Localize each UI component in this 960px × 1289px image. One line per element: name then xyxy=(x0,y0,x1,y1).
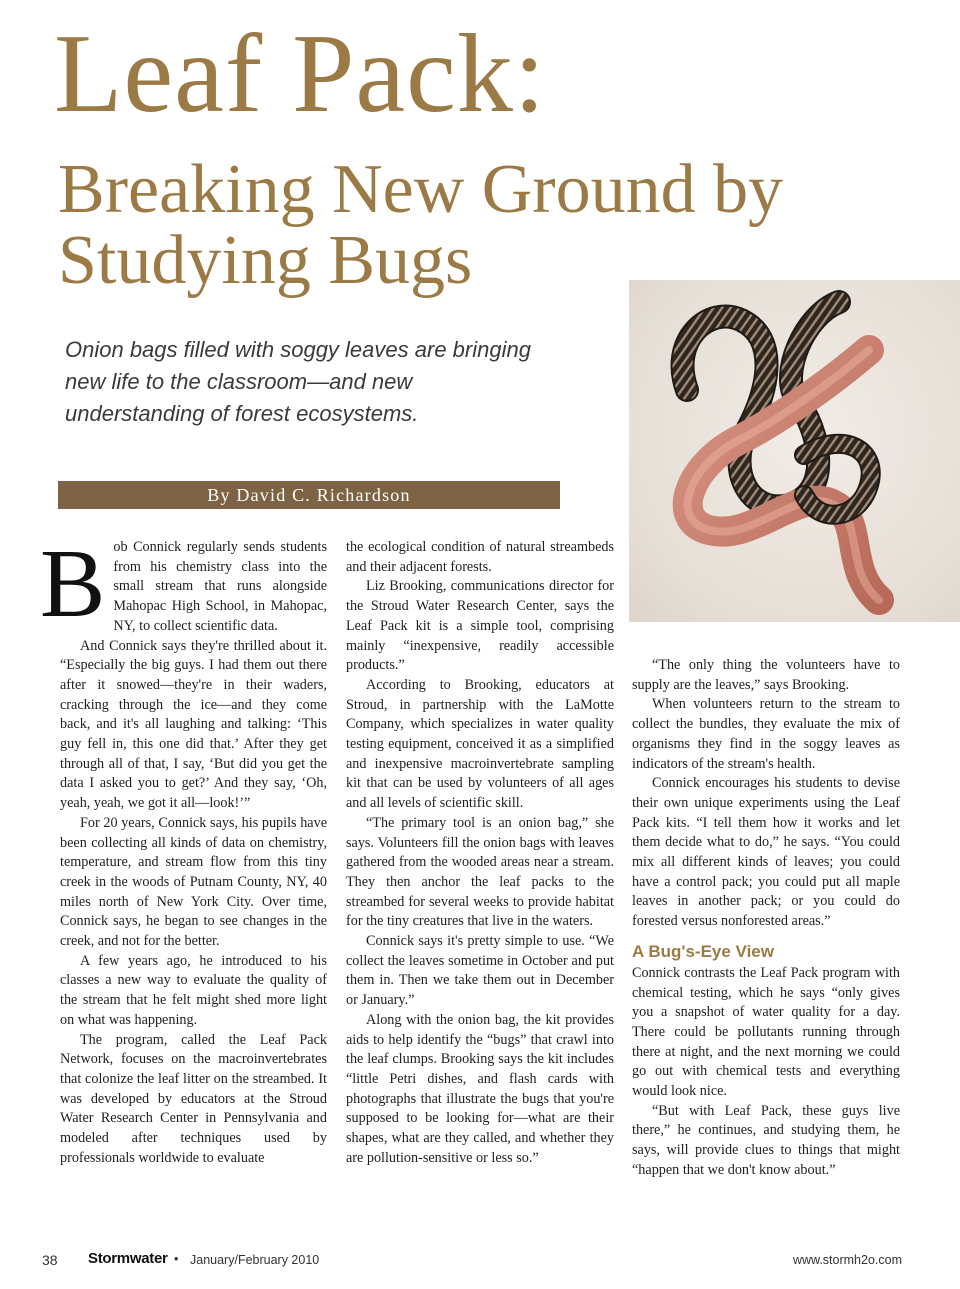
paragraph: Liz Brooking, communications director for the Stroud Water Research Center, says the Leaf Pack kit is a simple tool, comprising mainly “inexpensive, readily accessible products.” xyxy=(346,578,614,674)
paragraph: The program, called the Leaf Pack Network, focuses on the macroinvertebrates that colonize the leaf litter on the streambed. It was developed by educators at the Stroud Water Research Center in Pennsylvania and modeled after techniques used by professionals worldwide to evaluate xyxy=(60,1031,327,1166)
worms-photo xyxy=(629,280,960,622)
paragraph: A few years ago, he introduced to his classes a new way to evaluate the quality of the stream that he felt might shed more light on what was happening. xyxy=(60,952,327,1028)
page-number: 38 xyxy=(42,1252,58,1268)
byline: By David C. Richardson xyxy=(58,481,560,509)
website-url: www.stormh2o.com xyxy=(792,1253,902,1267)
page-footer xyxy=(42,1252,902,1272)
paragraph: “The primary tool is an onion bag,” she says. Volunteers fill the onion bags with leaves gathered from the wooded areas near a stream. They then anchor the leaf packs to the streambed for several weeks to provide habitat for the tiny creatures that live in the waters. xyxy=(346,814,614,930)
magazine-name: Stormwater xyxy=(88,1250,168,1267)
drop-cap: B xyxy=(40,530,106,638)
paragraph: Connick says it's pretty simple to use. “We collect the leaves sometime in October and put them in. Then we take them out in December or January.” xyxy=(346,933,614,1009)
paragraph: When volunteers return to the stream to collect the bundles, they evaluate the mix of organisms they find in the soggy leaves as indicators of the stream's health. xyxy=(632,696,900,772)
paragraph: And Connick says they're thrilled about it. “Especially the big guys. I had them out there after it snowed—they're in their waders, cracking through the ice—and they come back, and it's all laughing and talking: ‘This guy fell in, this one did that.’ After they get through all of that, I say, ‘But did you get the data I asked you to get?’ And they say, ‘Oh, yeah, yeah, we got it all—look!’” xyxy=(60,637,327,812)
separator-dot: • xyxy=(174,1252,179,1266)
deck: Onion bags filled with soggy leaves are bringing new life to the classroom—and new understanding of forest ecosystems. xyxy=(65,337,531,426)
paragraph: Connick encourages his students to devise their own unique experiments using the Leaf Pack kits. “I tell them how it works and let them decide what to do,” he says. “You could mix all different kinds of leaves; you could have a control pack; you could put all maple leaves in another pack; or you could do forested versus nonforested areas.” xyxy=(632,775,900,930)
section-heading: A Bug's-Eye View xyxy=(632,941,774,961)
worms-illustration xyxy=(629,280,960,622)
paragraph: Connick contrasts the Leaf Pack program with chemical testing, which he says “only gives you a snapshot of water quality for a day. There could be pollutants running through there at night, and the next morning we could go out with chemical tests and everything would look nice. xyxy=(632,964,900,1100)
article-column-3 xyxy=(632,656,900,1181)
article-column-2 xyxy=(346,538,614,1169)
headline: Leaf Pack: xyxy=(54,12,546,136)
paragraph: “But with Leaf Pack, these guys live there,” he continues, and studying them, he says, will provide clues to things that might “happen that we don't know about.” xyxy=(632,1102,900,1178)
paragraph-text: ob Connick regularly sends students from his chemistry class into the small stream that runs alongside Mahopac High School, in Mahopac, NY, to collect scientific data. xyxy=(113,539,327,634)
paragraph: According to Brooking, educators at Stroud, in partnership with the LaMotte Company, which specializes in water quality testing equipment, conceived it as a simplified and inexpensive macroinvertebrate sampling kit that can be used by volunteers of all ages and all levels of scientific skill. xyxy=(346,676,614,812)
issue-date: January/February 2010 xyxy=(190,1253,320,1267)
paragraph xyxy=(40,530,327,638)
paragraph: “The only thing the volunteers have to supply are the leaves,” says Brooking. xyxy=(632,657,900,693)
paragraph: For 20 years, Connick says, his pupils have been collecting all kinds of data on chemistry, temperature, and stream flow from this tiny creek in the woods of Putnam County, NY, 40 miles north of New York City. Over time, Connick says, he began to see changes in the creek, and not for the better. xyxy=(60,814,327,950)
article-column-1 xyxy=(40,530,327,1169)
paragraph: the ecological condition of natural streambeds and their adjacent forests. xyxy=(346,539,614,575)
subheadline: Breaking New Ground by Studying Bugs xyxy=(58,151,784,299)
paragraph: Along with the onion bag, the kit provides aids to help identify the “bugs” that crawl into the leaf clumps. Brooking says the kit includes “little Petri dishes, and flash cards with photographs that illustrate the bugs that you're supposed to be looking for—what are their shapes, what are they called, and whether they are pollution-sensitive or less so.” xyxy=(346,1011,614,1166)
